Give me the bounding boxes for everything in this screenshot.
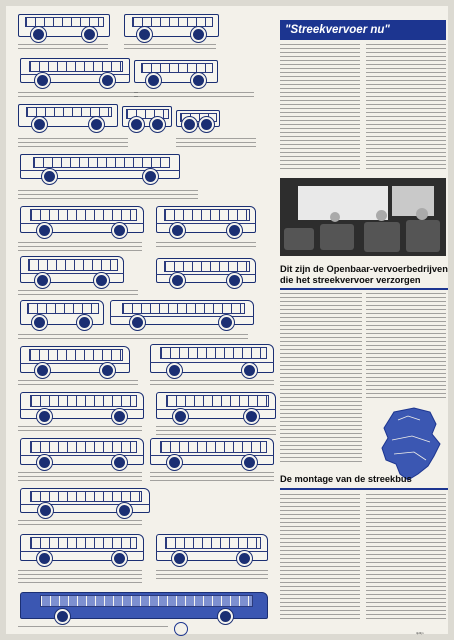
company-list: [366, 293, 446, 401]
page-number: tijdlijn: [416, 631, 424, 635]
bus-caption: [18, 334, 248, 340]
bus-caption: [18, 380, 138, 388]
bus-illustration: [20, 346, 130, 378]
bus-illustration: [20, 438, 144, 470]
bus-illustration: [176, 110, 220, 132]
netherlands-map: [374, 404, 446, 484]
bus-illustration: [134, 60, 218, 88]
bus-caption: [18, 44, 108, 52]
montage-text: [280, 494, 360, 622]
bus-caption: [18, 626, 168, 630]
bus-caption: [18, 520, 142, 528]
poster-page: [6, 6, 448, 634]
publisher-logo: [174, 622, 188, 636]
bus-caption: [156, 570, 268, 580]
bus-illustration: [18, 104, 118, 132]
bus-illustration: [20, 392, 144, 424]
company-list: [280, 293, 362, 463]
bus-caption: [18, 138, 128, 150]
bus-illustration: [18, 14, 110, 42]
page-title: "Streekvervoer nu": [280, 20, 446, 40]
bus-illustration: [156, 534, 268, 566]
body-text-column: [366, 44, 446, 172]
bus-illustration: [124, 14, 219, 42]
bus-illustration: [150, 438, 274, 470]
bus-caption: [134, 92, 254, 100]
bus-caption: [150, 472, 274, 482]
bus-interior-photo: [280, 178, 446, 256]
bus-illustration: [20, 488, 150, 518]
bus-illustration: [150, 344, 274, 378]
bus-caption: [18, 190, 198, 200]
section-rule: [280, 288, 448, 290]
blue-bus-illustration: [20, 592, 268, 624]
bus-illustration: [110, 300, 254, 330]
bus-illustration: [20, 206, 144, 238]
bus-caption: [18, 472, 142, 482]
section-title-companies: Dit zijn de Openbaar-vervoerbedrijven die het streekvervoer verzorgen: [280, 264, 448, 285]
montage-text: [366, 494, 446, 622]
bus-caption: [18, 242, 142, 252]
bus-illustration: [20, 534, 144, 566]
bus-illustration: [156, 258, 256, 288]
section-title-montage: De montage van de streekbus: [280, 474, 412, 484]
bus-illustration: [20, 256, 124, 288]
bus-caption: [18, 570, 142, 584]
bus-caption: [18, 290, 138, 296]
bus-caption: [150, 380, 274, 388]
section-rule: [280, 488, 448, 490]
bus-illustration: [122, 106, 172, 132]
bus-illustration: [20, 154, 180, 184]
bus-caption: [124, 44, 216, 52]
bus-caption: [156, 426, 276, 436]
body-text-column: [280, 44, 360, 172]
bus-illustration: [20, 58, 130, 88]
bus-caption: [176, 138, 256, 150]
bus-caption: [18, 426, 142, 434]
bus-illustration: [156, 206, 256, 238]
bus-caption: [156, 242, 256, 250]
bus-illustration: [156, 392, 276, 424]
bus-caption: [18, 92, 138, 100]
bus-illustration: [20, 300, 104, 330]
